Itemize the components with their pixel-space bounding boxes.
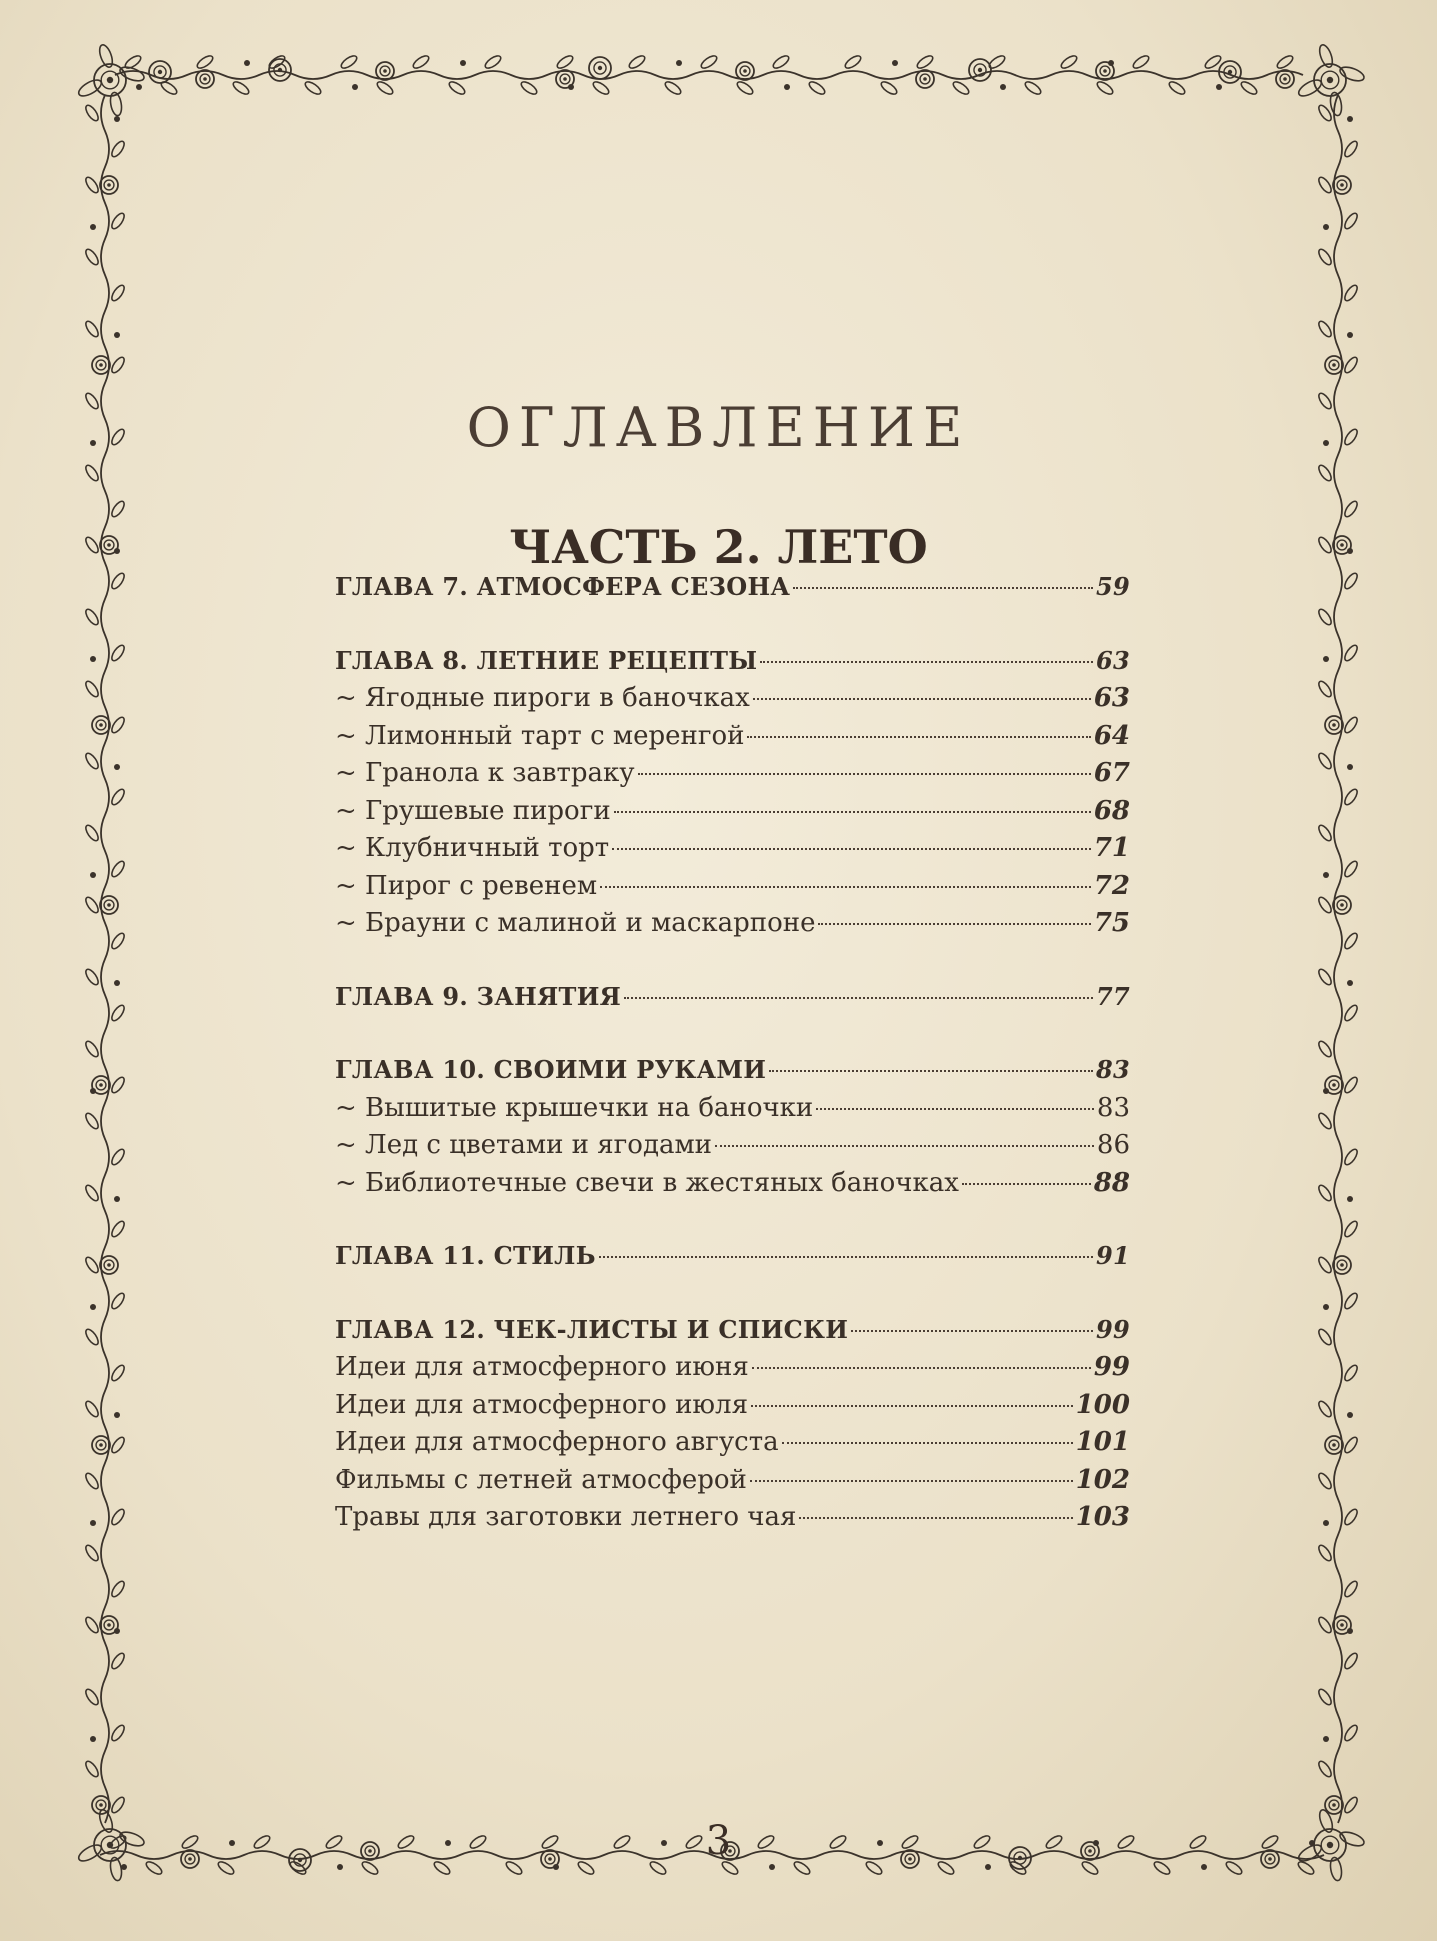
item-title: ~ Лед с цветами и ягодами [335, 1130, 713, 1160]
toc-chapter-row [335, 982, 1130, 1020]
part-title: ЧАСТЬ 2. ЛЕТО [509, 520, 928, 575]
dot-leader [624, 997, 1093, 999]
page-ref: 103 [1075, 1502, 1130, 1532]
toc-item-row [335, 721, 1130, 759]
toc-item-row [335, 871, 1130, 909]
item-title: Идеи для атмосферного июля [335, 1389, 748, 1420]
item-title: ~ Брауни с малиной и маскарпоне [335, 908, 816, 938]
toc-chapter-row [335, 1055, 1130, 1093]
page-ref: 71 [1093, 833, 1130, 863]
toc-item-row [335, 796, 1130, 834]
dot-leader [816, 1108, 1094, 1110]
toc-item-row [335, 1093, 1130, 1131]
page-ref: 99 [1096, 1314, 1130, 1344]
dot-leader [750, 1480, 1073, 1482]
page-ref: 63 [1093, 683, 1130, 713]
toc-item-row [335, 1502, 1130, 1540]
dot-leader [818, 923, 1090, 925]
dot-leader [747, 736, 1090, 738]
dot-leader [752, 1367, 1091, 1369]
dot-leader [769, 1070, 1093, 1072]
toc-item-row [335, 1168, 1130, 1206]
dot-leader [751, 1405, 1073, 1407]
page-ref: 83 [1096, 1092, 1130, 1123]
item-title: ~ Пирог с ревенем [335, 870, 598, 901]
chapter-title: ГЛАВА 8. ЛЕТНИЕ РЕЦЕПТЫ [335, 645, 758, 675]
toc-title: ОГЛАВЛЕНИЕ [466, 396, 971, 460]
toc-item-row [335, 1427, 1130, 1465]
page-ref: 59 [1096, 572, 1130, 601]
item-title: ~ Гранола к завтраку [335, 758, 635, 788]
page-ref: 68 [1093, 795, 1130, 826]
page-ref: 86 [1096, 1130, 1130, 1160]
page-ref: 100 [1075, 1389, 1130, 1420]
item-title: ~ Библиотечные свечи в жестяных баночках [335, 1167, 959, 1198]
table-of-contents [335, 572, 1130, 1540]
page-ref: 91 [1096, 1241, 1130, 1270]
chapter-title: ГЛАВА 10. СВОИМИ РУКАМИ [335, 1055, 767, 1084]
toc-item-row [335, 1130, 1130, 1168]
page-ref: 72 [1093, 870, 1130, 901]
dot-leader [612, 848, 1091, 850]
dot-leader [600, 886, 1091, 888]
page-ref: 75 [1093, 908, 1130, 938]
dot-leader [753, 698, 1091, 700]
dot-leader [760, 661, 1093, 663]
item-title: ~ Вышитые крышечки на баночки [335, 1092, 814, 1123]
item-title: Травы для заготовки летнего чая [335, 1502, 797, 1532]
toc-chapter-row [335, 1241, 1130, 1279]
page-ref: 67 [1093, 758, 1130, 788]
toc-item-row [335, 833, 1130, 871]
page-ref: 77 [1096, 981, 1130, 1011]
item-title: ~ Лимонный тарт с меренгой [335, 720, 745, 751]
page-number: 3 [705, 1818, 732, 1864]
item-title: ~ Грушевые пироги [335, 795, 611, 826]
toc-item-row [335, 1465, 1130, 1503]
item-title: Идеи для атмосферного июня [335, 1352, 749, 1382]
page-ref: 101 [1075, 1427, 1130, 1457]
toc-chapter-row [335, 572, 1130, 610]
dot-leader [782, 1442, 1073, 1444]
dot-leader [851, 1330, 1093, 1332]
dot-leader [599, 1256, 1093, 1258]
toc-chapter-row [335, 646, 1130, 684]
chapter-title: ГЛАВА 9. ЗАНЯТИЯ [335, 981, 622, 1011]
page-ref: 99 [1093, 1352, 1130, 1382]
item-title: Идеи для атмосферного августа [335, 1427, 779, 1457]
item-title: ~ Ягодные пироги в баночках [335, 683, 750, 713]
toc-item-row [335, 758, 1130, 796]
toc-chapter-row [335, 1315, 1130, 1353]
page-ref: 63 [1096, 645, 1130, 675]
item-title: ~ Клубничный торт [335, 833, 610, 863]
chapter-title: ГЛАВА 11. СТИЛЬ [335, 1241, 596, 1270]
toc-item-row [335, 1352, 1130, 1390]
dot-leader [715, 1145, 1094, 1147]
dot-leader [638, 773, 1091, 775]
toc-item-row [335, 908, 1130, 946]
toc-item-row [335, 1390, 1130, 1428]
page-ref: 102 [1075, 1464, 1130, 1495]
chapter-title: ГЛАВА 7. АТМОСФЕРА СЕЗОНА [335, 572, 791, 601]
dot-leader [793, 587, 1093, 589]
item-title: Фильмы с летней атмосферой [335, 1464, 747, 1495]
page-ref: 88 [1093, 1167, 1130, 1198]
dot-leader [962, 1183, 1091, 1185]
toc-item-row [335, 683, 1130, 721]
page-ref: 83 [1096, 1055, 1130, 1084]
page-ref: 64 [1093, 720, 1130, 751]
chapter-title: ГЛАВА 12. ЧЕК-ЛИСТЫ И СПИСКИ [335, 1314, 849, 1344]
dot-leader [614, 811, 1091, 813]
dot-leader [799, 1517, 1072, 1519]
